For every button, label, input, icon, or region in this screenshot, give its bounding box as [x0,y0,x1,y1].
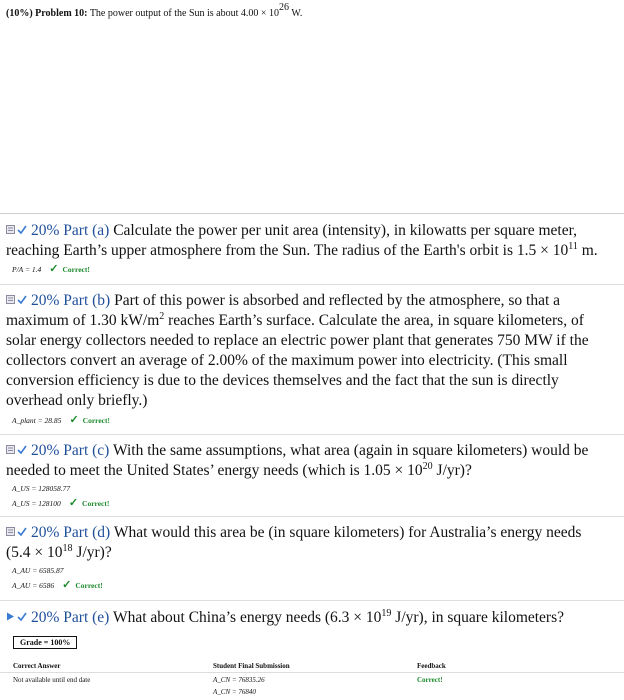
divider [0,672,624,673]
problem-statement: The power output of the Sun is about $4.00 \times 10^{26}$ W. [89,2,303,19]
divider [0,213,624,214]
problem-score: (10%) [6,8,33,19]
hint-box-icon[interactable] [6,440,15,449]
divider [0,516,624,517]
divider [0,284,624,285]
checkmark-icon [17,608,27,628]
expand-arrow-icon[interactable] [6,607,15,616]
answer-line: P/A = 1.4 ✓ Correct! [12,263,90,275]
problem-header [6,2,303,19]
status-correct: Correct! [82,499,110,508]
green-check-icon: ✓ [49,263,59,275]
part-weight: 20% [31,292,60,309]
column-header-feedback: Feedback [417,662,446,670]
hint-box-icon[interactable] [6,290,15,299]
part-label[interactable]: Part (e) [63,609,110,626]
part-c [6,440,624,509]
green-check-icon: ✓ [68,497,79,509]
part-weight: 20% [31,222,60,239]
question-text-cont: solar energy collectors needed to replace an electric power plant that generates 750 MW if the [6,332,589,349]
question-text: What about China’s energy needs ($6.3 \times 10^{19}$ J/yr), in square kilometers? [112,608,565,626]
part-weight: 20% [31,524,60,541]
part-label[interactable]: Part (a) [63,222,110,239]
part-b [6,290,624,426]
submission-value: A_CN = 76840 [213,688,256,696]
checkmark-icon [17,221,27,241]
question-text-cont: reaching Earth’s upper atmosphere from the Sun. The radius of the Earth's orbit is $1.5 \times 10^{11}$ m. [6,241,598,259]
column-header-student-submission: Student Final Submission [213,662,290,670]
checkmark-icon [17,291,27,311]
status-correct: Correct! [82,416,110,425]
divider [0,600,624,601]
question-text-cont: ($5.4 \times 10^{18}$ J/yr)? [6,543,112,561]
question-text: Part of this power is absorbed and reflected by the atmosphere, so that a [114,292,561,309]
feedback-value: Correct! [417,676,443,684]
submission-value: A_CN = 76835.26 [213,676,265,684]
green-check-icon: ✓ [69,414,79,426]
checkmark-icon [17,441,27,461]
hint-box-icon[interactable] [6,522,15,531]
part-d [6,522,624,591]
question-text: With the same assumptions, what area (again in square kilometers) would be [112,442,589,459]
part-weight: 20% [31,609,60,626]
grade-badge: Grade = 100% [13,636,77,649]
column-header-correct-answer: Correct Answer [13,662,61,670]
question-text: Calculate the power per unit area (intensity), in kilowatts per square meter, [113,222,578,239]
answer-line: A_US = 128100 ✓ Correct! [12,497,110,509]
answer-line: A_plant = 28.85 ✓ Correct! [12,414,110,426]
question-text: What would this area be (in square kilometers) for Australia’s energy needs [113,524,582,541]
part-label[interactable]: Part (b) [63,292,111,309]
hint-box-icon[interactable] [6,220,15,229]
checkmark-icon [17,523,27,543]
question-text-cont: needed to meet the United States’ energy needs (which is $1.05 \times 10^{20}$ J/yr)? [6,461,472,479]
answer-line: A_AU = 6586 ✓ Correct! [12,579,103,591]
question-text-cont: overhead only briefly.) [6,392,148,409]
problem-number: Problem 10: [35,8,88,19]
answer-line: A_US = 128058.77 [12,484,71,493]
part-e [6,607,624,628]
part-a [6,220,624,275]
status-correct: Correct! [75,581,103,590]
question-text-cont: collectors convert an average of 2.00% of the maximum power into electricity. (This small [6,352,568,369]
part-label[interactable]: Part (d) [63,524,111,541]
divider [0,434,624,435]
status-correct: Correct! [62,265,90,274]
question-text-cont: conversion efficiency is due to the devices themselves and the fact that the sun is directly [6,372,559,389]
question-text-cont: maximum of 1.30 $kW/m^2$ reaches Earth’s surface. Calculate the area, in square kilometers, of [6,311,584,329]
correct-answer-value: Not available until end date [13,676,91,684]
part-label[interactable]: Part (c) [63,442,110,459]
part-weight: 20% [31,442,60,459]
green-check-icon: ✓ [62,579,72,591]
answer-line: A_AU = 6585.87 [12,566,64,575]
